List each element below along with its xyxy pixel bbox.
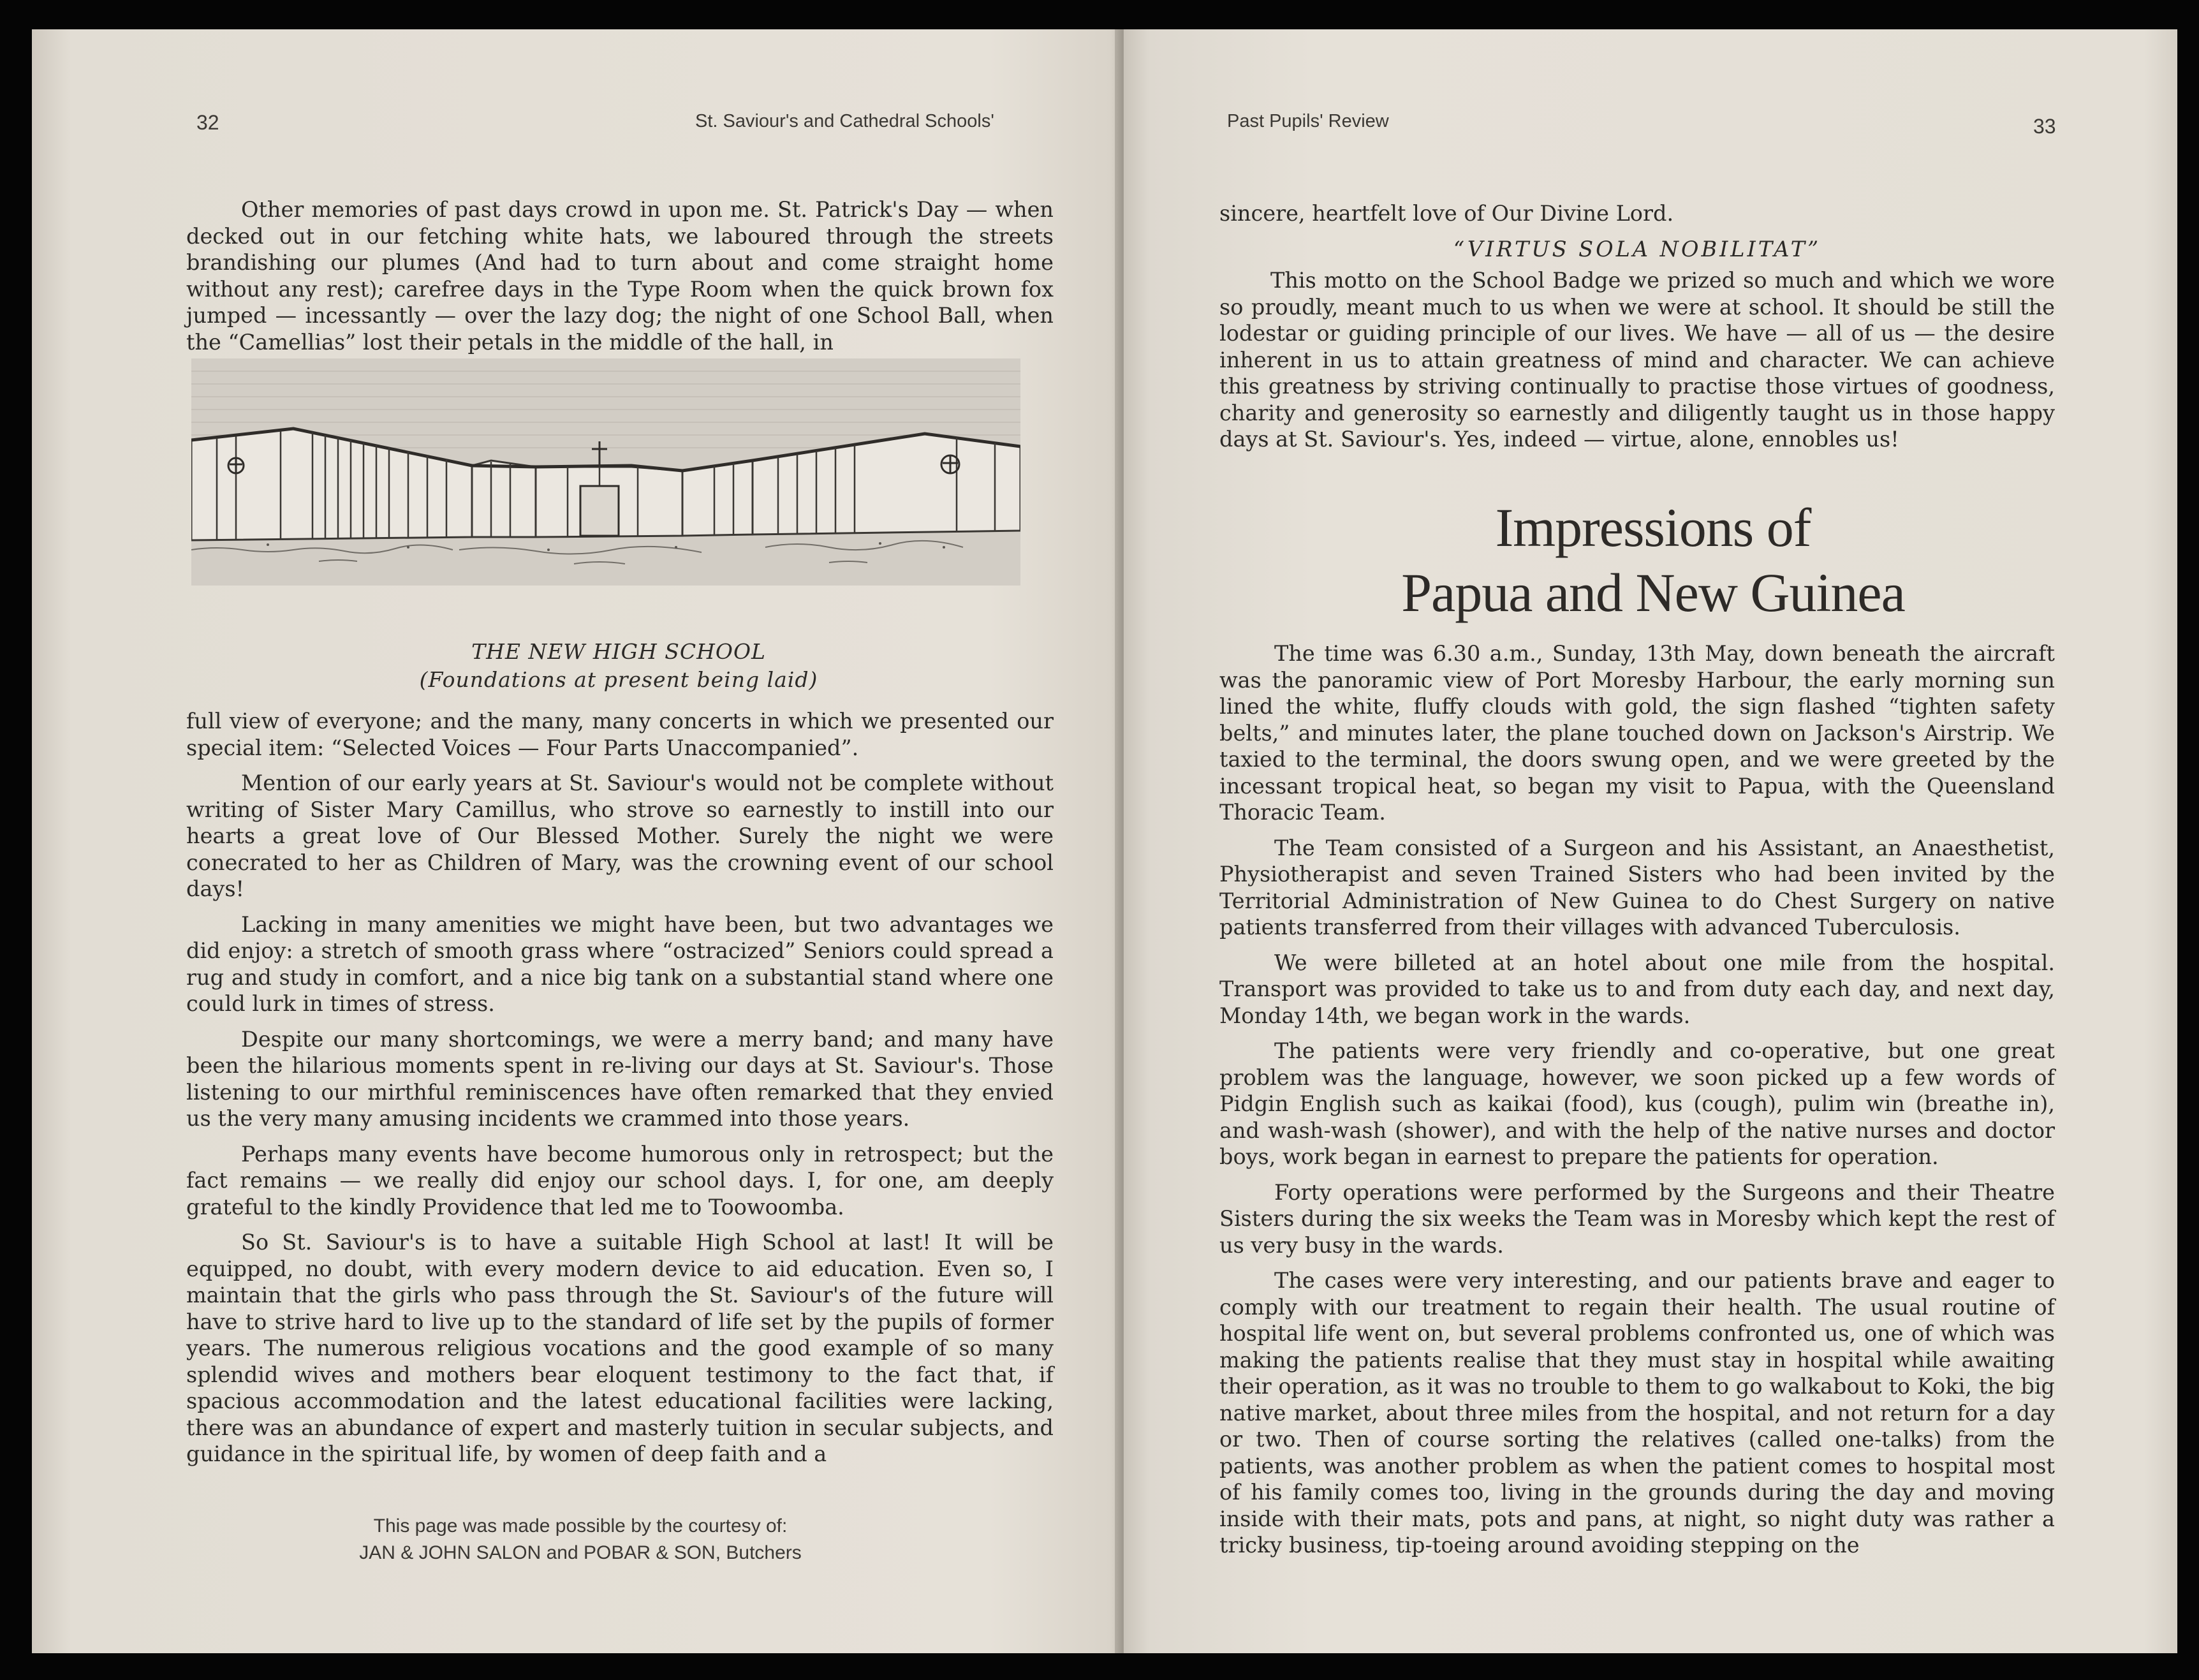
courtesy-line-2: JAN & JOHN SALON and POBAR & SON, Butchers xyxy=(359,1542,802,1563)
paragraph-high-school: So St. Saviour's is to have a suitable High School at last! It will be equipped, no doubt, with every modern device to aid education. Even so, I maintain that the girls who pass through the St. Saviour's of the future will have to strive hard to live up to the standard of life set by the pupils of former years. The numerous religious vocations and the good example of so many splendid wives and mothers bear eloquent testimony to the fact that, if spacious accommodation and the latest educational facilities were lacking, there was an abundance of expert and masterly tuition in secular subjects, and guidance in the spiritual life, by women of deep faith and a xyxy=(186,1230,1054,1466)
courtesy-line-1: This page was made possible by the courtesy of: xyxy=(373,1515,788,1536)
article-body xyxy=(1219,640,2055,1568)
left-page xyxy=(32,29,1124,1653)
new-high-school-illustration xyxy=(191,358,1020,586)
caption-title: THE NEW HIGH SCHOOL xyxy=(471,639,766,664)
paragraph-cases: The cases were very interesting, and our patients brave and eager to comply with our treatment to regain their health. The usual routine of hospital life went on, but several problems confronted us, one of which was making the patients realise that they must stay in hospital while awaiting their operation, as it was no trouble to them to go walkabout to Koki, the big native market, about three miles from the hospital, and not return for a day or two. Then of course sorting the relatives (called one-talks) from the patients, was another problem as when the patient comes to hospital most of his family comes too, living in the grounds during the day and moving inside with their mats, pots and pans, at night, so night duty was rather a tricky business, tip-toeing around avoiding stepping on the xyxy=(1219,1268,2055,1558)
paragraph-concerts: full view of everyone; and the many, many concerts in which we presented our special item: “Selected Voices — Four Parts Unaccompanied”. xyxy=(186,709,1054,760)
right-page xyxy=(1124,29,2177,1653)
page-number-right: 33 xyxy=(2033,115,2056,138)
paragraph-language: The patients were very friendly and co-operative, but one great problem was the language, however, we soon picked up a few words of Pidgin English such as kaikai (food), kus (cough), pulim win (breathe in), and wash-wash (shower), and with the help of the native nurses and doctor boys, work began in earnest to prepare the patients for operation. xyxy=(1219,1038,2055,1169)
left-top-text xyxy=(186,196,1054,364)
article-title-line-2: Papua and New Guinea xyxy=(1401,562,1905,623)
paragraph-team: The Team consisted of a Surgeon and his Assistant, an Anaesthetist, Physiotherapist and seven Trained Sisters who had been invited by the Territorial Administration of New Guinea to do Chest Surgery on native patients transferred from their villages with advanced Tuberculosis. xyxy=(1219,835,2055,939)
running-head-right: Past Pupils' Review xyxy=(1227,111,1389,131)
illustration-caption xyxy=(204,638,1033,694)
paragraph-sister-camillus: Mention of our early years at St. Saviour's would not be complete without writing of Sister Mary Camillus, who strove so earnestly to instill into our hearts a great love of Our Blessed Mother. Surely the night we were conecrated to her as Children of Mary, was the crowning event of our school days! xyxy=(186,770,1054,901)
running-head-left: St. Saviour's and Cathedral Schools' xyxy=(695,111,994,131)
paragraph-amenities: Lacking in many amenities we might have been, but two advantages we did enjoy: a stretch of smooth grass where “ostracized” Seniors could spread a rug and study in comfort, and a nice big tank on a substantial stand where one could lurk in times of stress. xyxy=(186,911,1054,1016)
paragraph-memories: Other memories of past days crowd in upon me. St. Patrick's Day — when decked out in our fetching white hats, we laboured through the streets brandishing our plumes (And had to turn about and come straight home without any rest); carefree days in the Type Room when the quick brown fox jumped — incessantly — over the lazy dog; the night of one School Ball, when the “Camellias” lost their petals in the middle of the hall, in xyxy=(186,197,1054,355)
school-motto: “VIRTUS SOLA NOBILITAT” xyxy=(1453,236,1821,262)
article-title xyxy=(1251,495,2055,625)
courtesy-note xyxy=(236,1513,925,1566)
school-building-drawing xyxy=(191,358,1020,586)
paragraph-divine-lord: sincere, heartfelt love of Our Divine Lord. xyxy=(1219,201,1674,226)
paragraph-retrospect: Perhaps many events have become humorous only in retrospect; but the fact remains — we really did enjoy our school days. I, for one, am deeply grateful to the kindly Providence that led me to Toowoomba. xyxy=(186,1141,1054,1219)
left-main-text xyxy=(186,708,1054,1477)
paragraph-arrival: The time was 6.30 a.m., Sunday, 13th May, down beneath the aircraft was the panoramic view of Port Moresby Harbour, the early morning sun lined the white, fluffy clouds with gold, the sign flashed “tighten safety belts,” and minutes later, the plane touched down on Jackson's Airstrip. We taxied to the terminal, the doors swung open, and we were greeted by the incessant tropical heat, so began my visit to Papua, with the Queensland Thoracic Team. xyxy=(1219,641,2055,825)
article-title-line-1: Impressions of xyxy=(1495,497,1811,558)
caption-subtitle: (Foundations at present being laid) xyxy=(419,667,818,692)
page-number-left: 32 xyxy=(196,111,219,134)
paragraph-operations: Forty operations were performed by the Surgeons and their Theatre Sisters during the six weeks the Team was in Moresby which kept the rest of us very busy in the wards. xyxy=(1219,1179,2055,1258)
right-top-text xyxy=(1219,200,2055,462)
paragraph-motto: This motto on the School Badge we prized so much and which we wore so proudly, meant much to us when we were at school. It should be still the lodestar or guiding principle of our lives. We have — all of us — the desire inherent in us to attain greatness of mind and character. We can achieve this greatness by striving continually to practise those virtues of goodness, charity and generosity so earnestly and diligently taught us in those happy days at St. Saviour's. Yes, indeed — virtue, alone, ennobles us! xyxy=(1219,268,2055,452)
paragraph-billeted: We were billeted at an hotel about one mile from the hospital. Transport was provided to take us to and from duty each day, and next day, Monday 14th, we began work in the wards. xyxy=(1219,950,2055,1028)
paragraph-merry-band: Despite our many shortcomings, we were a merry band; and many have been the hilarious moments spent in re-living our days at St. Saviour's. Those listening to our mirthful reminiscences have often remarked that they envied us the very many amusing incidents we crammed into those years. xyxy=(186,1026,1054,1131)
